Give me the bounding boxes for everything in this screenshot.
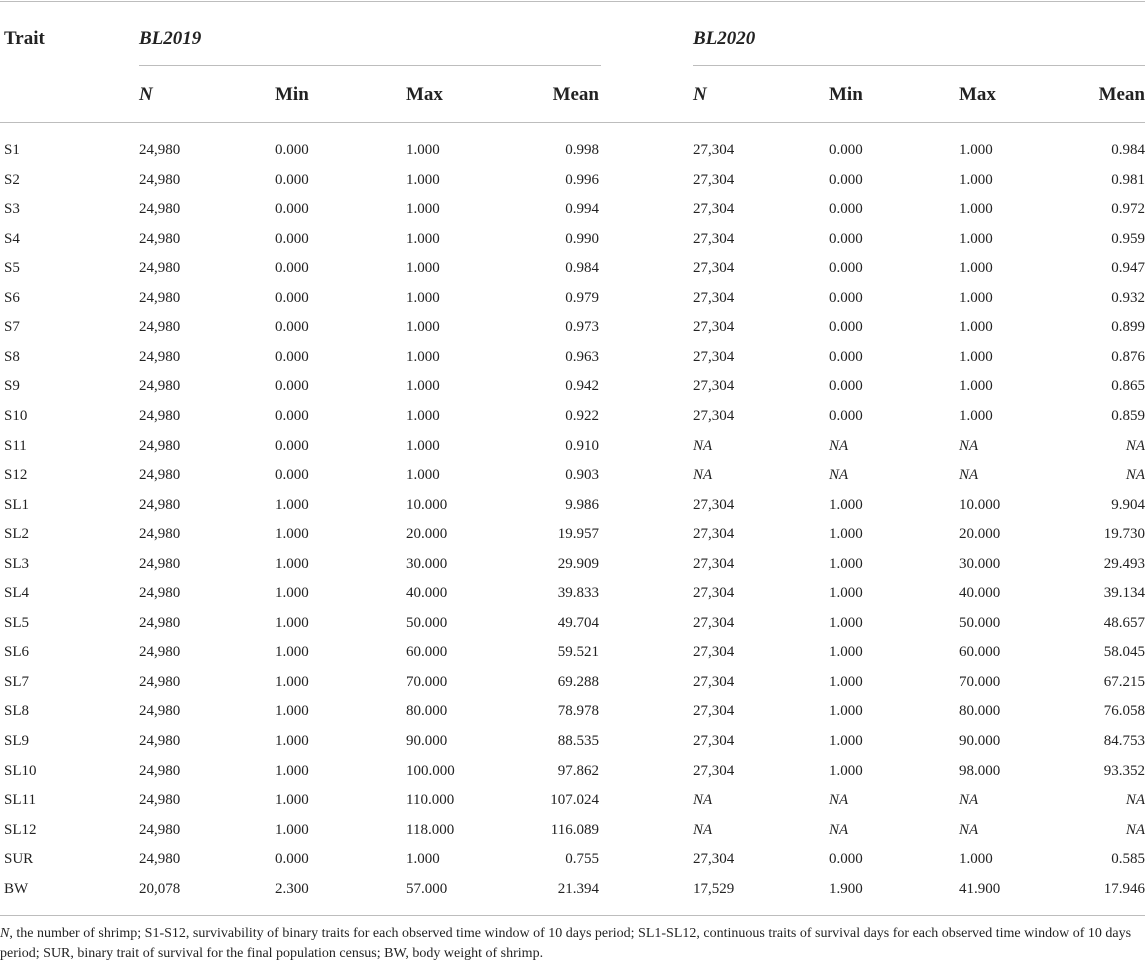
cell-bl2020-mean: 0.865 — [1111, 378, 1145, 394]
cell-bl2019-n: 24,980 — [139, 763, 181, 779]
cell-bl2019-min: 0.000 — [275, 290, 309, 306]
cell-bl2019-min: 0.000 — [275, 231, 309, 247]
cell-bl2020-max: NA — [959, 822, 979, 838]
cell-bl2020-max: 1.000 — [959, 201, 993, 217]
cell-bl2019-max: 80.000 — [406, 703, 448, 719]
cell-bl2019-n: 24,980 — [139, 526, 181, 542]
cell-bl2019-n: 24,980 — [139, 467, 181, 483]
cell-bl2019-mean: 0.922 — [565, 408, 599, 424]
cell-bl2020-n: 27,304 — [693, 172, 735, 188]
cell-bl2019-min: 1.000 — [275, 615, 309, 631]
cell-trait: S5 — [4, 260, 20, 276]
cell-bl2020-max: 1.000 — [959, 172, 993, 188]
cell-trait: S10 — [4, 408, 28, 424]
cell-bl2019-min: 1.000 — [275, 792, 309, 808]
cell-bl2019-max: 1.000 — [406, 408, 440, 424]
cell-bl2019-mean: 39.833 — [557, 585, 599, 601]
cell-bl2020-n: 27,304 — [693, 526, 735, 542]
cell-bl2019-max: 1.000 — [406, 378, 440, 394]
cell-bl2020-max: NA — [959, 438, 979, 454]
cell-bl2020-mean: 29.493 — [1103, 556, 1145, 572]
cell-bl2020-min: 1.000 — [829, 763, 863, 779]
cell-bl2020-n: NA — [693, 438, 713, 454]
cell-bl2020-min: NA — [829, 438, 849, 454]
cell-bl2019-mean: 29.909 — [557, 556, 599, 572]
cell-bl2019-min: 0.000 — [275, 378, 309, 394]
cell-bl2020-min: 1.900 — [829, 881, 863, 897]
cell-bl2020-min: 1.000 — [829, 497, 863, 513]
cell-bl2020-mean: 67.215 — [1103, 674, 1145, 690]
subheader-bl2019-n: N — [139, 84, 153, 105]
cell-bl2019-max: 30.000 — [406, 556, 448, 572]
cell-bl2019-min: 2.300 — [275, 881, 309, 897]
cell-bl2019-mean: 19.957 — [557, 526, 599, 542]
cell-trait: SL6 — [4, 644, 30, 660]
cell-bl2019-max: 118.000 — [406, 822, 455, 838]
cell-trait: S6 — [4, 290, 20, 306]
cell-bl2020-n: 27,304 — [693, 142, 735, 158]
cell-bl2019-min: 1.000 — [275, 733, 309, 749]
cell-trait: S4 — [4, 231, 20, 247]
cell-trait: S12 — [4, 467, 28, 483]
cell-bl2020-n: 27,304 — [693, 290, 735, 306]
cell-trait: SL9 — [4, 733, 30, 749]
cell-bl2020-min: 1.000 — [829, 644, 863, 660]
cell-bl2019-n: 24,980 — [139, 674, 181, 690]
cell-bl2020-mean: 0.876 — [1111, 349, 1145, 365]
cell-bl2019-mean: 0.755 — [565, 851, 599, 867]
cell-bl2020-max: 90.000 — [959, 733, 1001, 749]
cell-bl2019-n: 24,980 — [139, 851, 181, 867]
cell-bl2019-max: 1.000 — [406, 467, 440, 483]
cell-bl2020-mean: NA — [1125, 792, 1145, 808]
cell-bl2019-mean: 0.996 — [565, 172, 599, 188]
cell-bl2020-n: 27,304 — [693, 349, 735, 365]
subheader-bl2019-mean: Mean — [552, 84, 599, 105]
cell-trait: BW — [4, 881, 29, 897]
cell-bl2019-n: 24,980 — [139, 231, 181, 247]
cell-bl2019-max: 1.000 — [406, 438, 440, 454]
cell-bl2019-mean: 97.862 — [557, 763, 599, 779]
cell-bl2019-max: 50.000 — [406, 615, 448, 631]
cell-bl2019-min: 1.000 — [275, 497, 309, 513]
cell-bl2020-max: 41.900 — [959, 881, 1001, 897]
cell-bl2019-mean: 69.288 — [557, 674, 599, 690]
cell-trait: S7 — [4, 319, 20, 335]
cell-bl2020-max: 1.000 — [959, 260, 993, 276]
cell-bl2020-max: NA — [959, 792, 979, 808]
cell-bl2020-mean: 39.134 — [1103, 585, 1145, 601]
cell-bl2019-max: 20.000 — [406, 526, 448, 542]
cell-bl2019-min: 0.000 — [275, 319, 309, 335]
cell-bl2020-n: 27,304 — [693, 378, 735, 394]
cell-bl2020-mean: 0.585 — [1111, 851, 1145, 867]
cell-bl2020-mean: 0.932 — [1111, 290, 1145, 306]
cell-bl2020-min: 1.000 — [829, 703, 863, 719]
cell-bl2019-min: 1.000 — [275, 763, 309, 779]
cell-bl2019-max: 1.000 — [406, 172, 440, 188]
cell-bl2019-max: 1.000 — [406, 231, 440, 247]
cell-bl2019-max: 1.000 — [406, 319, 440, 335]
cell-bl2019-mean: 0.973 — [565, 319, 599, 335]
header-trait: Trait — [4, 28, 45, 49]
cell-bl2019-min: 0.000 — [275, 851, 309, 867]
subheader-bl2019-min: Min — [275, 84, 309, 105]
cell-bl2020-min: 0.000 — [829, 201, 863, 217]
cell-bl2020-min: 1.000 — [829, 556, 863, 572]
cell-bl2020-mean: NA — [1125, 822, 1145, 838]
cell-bl2019-n: 24,980 — [139, 290, 181, 306]
cell-bl2019-max: 70.000 — [406, 674, 448, 690]
cell-bl2019-min: 1.000 — [275, 822, 309, 838]
cell-bl2020-n: 27,304 — [693, 703, 735, 719]
cell-bl2019-n: 24,980 — [139, 408, 181, 424]
cell-bl2020-n: 27,304 — [693, 763, 735, 779]
cell-bl2019-mean: 0.998 — [565, 142, 599, 158]
cell-bl2019-n: 24,980 — [139, 201, 181, 217]
cell-bl2020-mean: 0.972 — [1111, 201, 1145, 217]
cell-trait: S1 — [4, 142, 20, 158]
cell-bl2019-mean: 49.704 — [557, 615, 599, 631]
cell-bl2019-max: 1.000 — [406, 260, 440, 276]
cell-bl2020-mean: 0.899 — [1111, 319, 1145, 335]
cell-bl2020-max: 70.000 — [959, 674, 1001, 690]
cell-bl2020-mean: 0.981 — [1111, 172, 1145, 188]
cell-bl2020-n: 27,304 — [693, 733, 735, 749]
cell-bl2019-mean: 0.910 — [565, 438, 599, 454]
cell-bl2020-max: 20.000 — [959, 526, 1001, 542]
cell-bl2020-max: 1.000 — [959, 851, 993, 867]
cell-trait: SL5 — [4, 615, 30, 631]
cell-bl2020-max: 1.000 — [959, 319, 993, 335]
cell-bl2020-mean: 19.730 — [1103, 526, 1145, 542]
cell-bl2019-n: 24,980 — [139, 142, 181, 158]
cell-bl2019-max: 60.000 — [406, 644, 448, 660]
cell-bl2020-n: 27,304 — [693, 319, 735, 335]
cell-trait: S3 — [4, 201, 20, 217]
table-bottom-rule — [0, 915, 1145, 916]
cell-bl2020-max: 1.000 — [959, 290, 993, 306]
cell-bl2020-min: 1.000 — [829, 615, 863, 631]
cell-bl2019-n: 24,980 — [139, 378, 181, 394]
cell-bl2020-n: 27,304 — [693, 851, 735, 867]
cell-bl2019-mean: 0.903 — [565, 467, 599, 483]
cell-bl2020-max: 1.000 — [959, 408, 993, 424]
cell-bl2020-max: 60.000 — [959, 644, 1001, 660]
group-rule-bl2020 — [693, 65, 1145, 66]
cell-bl2019-min: 0.000 — [275, 172, 309, 188]
cell-bl2019-mean: 0.979 — [565, 290, 599, 306]
cell-trait: SL7 — [4, 674, 30, 690]
cell-bl2020-n: 27,304 — [693, 497, 735, 513]
cell-bl2020-mean: 17.946 — [1103, 881, 1145, 897]
subheader-bl2020-min: Min — [829, 84, 863, 105]
cell-bl2020-max: 10.000 — [959, 497, 1001, 513]
cell-bl2019-max: 1.000 — [406, 290, 440, 306]
cell-bl2020-mean: 58.045 — [1103, 644, 1145, 660]
cell-bl2019-mean: 116.089 — [550, 822, 599, 838]
cell-bl2020-n: 27,304 — [693, 674, 735, 690]
cell-bl2020-min: 0.000 — [829, 378, 863, 394]
cell-bl2020-n: 27,304 — [693, 556, 735, 572]
cell-bl2020-n: 27,304 — [693, 231, 735, 247]
cell-bl2019-mean: 107.024 — [550, 792, 599, 808]
cell-bl2019-n: 24,980 — [139, 349, 181, 365]
cell-bl2019-min: 0.000 — [275, 438, 309, 454]
cell-bl2019-min: 0.000 — [275, 408, 309, 424]
cell-bl2020-n: 27,304 — [693, 615, 735, 631]
cell-bl2020-max: 30.000 — [959, 556, 1001, 572]
cell-bl2019-n: 24,980 — [139, 703, 181, 719]
cell-bl2020-max: 1.000 — [959, 142, 993, 158]
cell-bl2019-max: 100.000 — [406, 763, 455, 779]
cell-bl2019-mean: 0.994 — [565, 201, 599, 217]
cell-bl2020-min: 0.000 — [829, 260, 863, 276]
cell-bl2020-mean: 0.859 — [1111, 408, 1145, 424]
cell-bl2019-mean: 0.963 — [565, 349, 599, 365]
cell-bl2019-max: 10.000 — [406, 497, 448, 513]
cell-trait: S2 — [4, 172, 20, 188]
group-rule-bl2019 — [139, 65, 601, 66]
cell-bl2020-min: 0.000 — [829, 142, 863, 158]
cell-bl2020-min: 0.000 — [829, 408, 863, 424]
cell-bl2020-n: 27,304 — [693, 585, 735, 601]
subheader-bl2020-mean: Mean — [1098, 84, 1145, 105]
cell-bl2019-mean: 88.535 — [557, 733, 599, 749]
cell-trait: SL1 — [4, 497, 30, 513]
cell-trait: SL2 — [4, 526, 30, 542]
cell-bl2020-min: NA — [829, 467, 849, 483]
cell-bl2019-min: 0.000 — [275, 142, 309, 158]
cell-trait: SL12 — [4, 822, 37, 838]
table-footnote — [0, 924, 1140, 964]
cell-bl2020-n: 17,529 — [693, 881, 735, 897]
cell-trait: S8 — [4, 349, 20, 365]
cell-bl2020-min: 1.000 — [829, 674, 863, 690]
cell-bl2019-max: 40.000 — [406, 585, 448, 601]
cell-bl2020-min: 1.000 — [829, 733, 863, 749]
header-group-bl2020: BL2020 — [693, 28, 756, 49]
cell-bl2020-mean: 0.947 — [1111, 260, 1145, 276]
cell-bl2019-mean: 78.978 — [557, 703, 599, 719]
cell-bl2019-min: 0.000 — [275, 349, 309, 365]
cell-bl2020-mean: 0.959 — [1111, 231, 1145, 247]
cell-bl2020-n: 27,304 — [693, 408, 735, 424]
cell-bl2019-max: 57.000 — [406, 881, 448, 897]
cell-bl2019-min: 0.000 — [275, 260, 309, 276]
cell-bl2020-mean: 76.058 — [1103, 703, 1145, 719]
header-group-bl2019: BL2019 — [139, 28, 202, 49]
cell-bl2020-min: NA — [829, 822, 849, 838]
cell-bl2019-mean: 0.942 — [565, 378, 599, 394]
cell-bl2020-n: 27,304 — [693, 260, 735, 276]
subheader-bl2019-max: Max — [406, 84, 443, 105]
cell-bl2020-min: 0.000 — [829, 851, 863, 867]
cell-bl2020-mean: NA — [1125, 438, 1145, 454]
cell-bl2020-n: NA — [693, 792, 713, 808]
cell-bl2019-n: 24,980 — [139, 172, 181, 188]
cell-trait: SL3 — [4, 556, 30, 572]
subheader-bl2020-max: Max — [959, 84, 996, 105]
cell-trait: SUR — [4, 851, 34, 867]
cell-bl2020-min: 0.000 — [829, 319, 863, 335]
cell-trait: SL11 — [4, 792, 36, 808]
cell-bl2019-n: 24,980 — [139, 556, 181, 572]
cell-bl2019-n: 24,980 — [139, 497, 181, 513]
cell-bl2019-n: 24,980 — [139, 319, 181, 335]
cell-bl2020-min: 0.000 — [829, 349, 863, 365]
cell-bl2020-max: 98.000 — [959, 763, 1001, 779]
cell-trait: S9 — [4, 378, 20, 394]
cell-bl2020-n: NA — [693, 822, 713, 838]
cell-bl2019-min: 1.000 — [275, 644, 309, 660]
cell-bl2019-n: 20,078 — [139, 881, 181, 897]
cell-bl2020-n: 27,304 — [693, 644, 735, 660]
cell-bl2020-mean: 93.352 — [1103, 763, 1145, 779]
subheader-bl2020-n: N — [693, 84, 707, 105]
cell-bl2020-min: 0.000 — [829, 290, 863, 306]
cell-bl2019-n: 24,980 — [139, 615, 181, 631]
cell-bl2019-n: 24,980 — [139, 438, 181, 454]
cell-trait: SL8 — [4, 703, 30, 719]
cell-bl2019-max: 1.000 — [406, 349, 440, 365]
cell-bl2019-min: 0.000 — [275, 467, 309, 483]
cell-bl2019-min: 1.000 — [275, 703, 309, 719]
cell-bl2020-max: 1.000 — [959, 378, 993, 394]
cell-bl2020-max: 1.000 — [959, 349, 993, 365]
cell-bl2019-mean: 59.521 — [557, 644, 599, 660]
cell-bl2020-mean: 84.753 — [1103, 733, 1145, 749]
cell-bl2019-mean: 0.984 — [565, 260, 599, 276]
cell-bl2019-n: 24,980 — [139, 260, 181, 276]
cell-bl2019-min: 1.000 — [275, 585, 309, 601]
cell-bl2020-mean: 9.904 — [1111, 497, 1145, 513]
cell-bl2020-min: 1.000 — [829, 526, 863, 542]
cell-bl2019-max: 1.000 — [406, 142, 440, 158]
cell-bl2020-mean: 48.657 — [1103, 615, 1145, 631]
table-top-rule — [0, 1, 1145, 2]
cell-bl2020-mean: NA — [1125, 467, 1145, 483]
cell-bl2019-min: 1.000 — [275, 556, 309, 572]
cell-bl2020-min: 1.000 — [829, 585, 863, 601]
cell-bl2019-min: 0.000 — [275, 201, 309, 217]
cell-bl2020-min: 0.000 — [829, 231, 863, 247]
cell-bl2020-mean: 0.984 — [1111, 142, 1145, 158]
cell-bl2020-max: 1.000 — [959, 231, 993, 247]
cell-bl2019-mean: 21.394 — [557, 881, 599, 897]
footnote-n-symbol: N — [0, 926, 10, 941]
cell-bl2019-max: 1.000 — [406, 201, 440, 217]
cell-bl2019-mean: 0.990 — [565, 231, 599, 247]
cell-bl2020-max: 80.000 — [959, 703, 1001, 719]
cell-trait: S11 — [4, 438, 27, 454]
cell-bl2019-max: 1.000 — [406, 851, 440, 867]
cell-bl2020-max: NA — [959, 467, 979, 483]
header-bottom-rule — [0, 122, 1145, 123]
cell-bl2019-min: 1.000 — [275, 526, 309, 542]
cell-bl2020-min: 0.000 — [829, 172, 863, 188]
cell-bl2019-mean: 9.986 — [565, 497, 599, 513]
cell-bl2019-min: 1.000 — [275, 674, 309, 690]
cell-bl2019-n: 24,980 — [139, 792, 181, 808]
cell-bl2019-max: 90.000 — [406, 733, 448, 749]
cell-bl2019-max: 110.000 — [406, 792, 455, 808]
cell-bl2020-max: 40.000 — [959, 585, 1001, 601]
cell-bl2020-n: 27,304 — [693, 201, 735, 217]
cell-trait: SL4 — [4, 585, 30, 601]
cell-bl2019-n: 24,980 — [139, 822, 181, 838]
cell-bl2020-n: NA — [693, 467, 713, 483]
cell-bl2019-n: 24,980 — [139, 585, 181, 601]
cell-bl2019-n: 24,980 — [139, 644, 181, 660]
cell-trait: SL10 — [4, 763, 37, 779]
cell-bl2020-max: 50.000 — [959, 615, 1001, 631]
footnote-text: , the number of shrimp; S1-S12, survivability of binary traits for each observed time window of 10 days period; SL1-SL12, continuous traits of survival days for each observed time window of 10 days period; SUR, binary trait of survival for the final population census; BW, body weight of shrimp. — [0, 926, 1132, 961]
cell-bl2020-min: NA — [829, 792, 849, 808]
cell-bl2019-n: 24,980 — [139, 733, 181, 749]
